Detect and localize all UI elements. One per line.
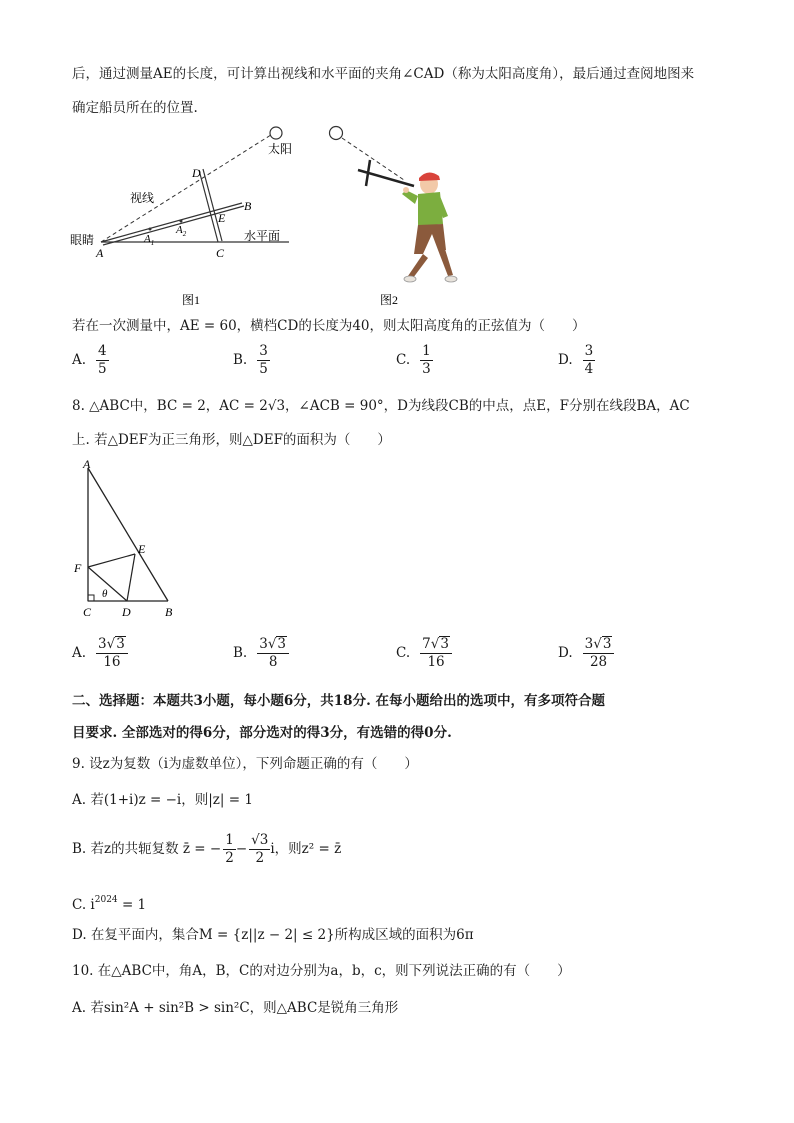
sight-label: 视线 — [130, 191, 155, 205]
q7-stem: 若在一次测量中，AE = 60，横档CD的长度为40，则太阳高度角的正弦值为（ ） — [72, 318, 586, 334]
q9-stem: 9. 设z为复数（i为虚数单位），下列命题正确的有（ ） — [72, 756, 418, 772]
q8-option-d: D. $\frac{3√3}{28}$ — [558, 636, 614, 671]
q8-label-E: E — [138, 542, 146, 556]
q7-option-a: A. $\frac{4}{5}$ — [72, 343, 107, 377]
label-D: D — [192, 166, 201, 180]
sun-circle — [270, 127, 282, 139]
sun-circle-2 — [330, 127, 343, 140]
q7-option-b: B. $\frac{3}{5}$ — [233, 343, 268, 377]
label-A2: $A_2$ — [176, 224, 187, 238]
q8-label-A: A — [83, 457, 91, 471]
label-E: E — [218, 211, 226, 225]
q10-stem: 10. 在△ABC中，角A，B，C的对边分别为a，b，c，则下列说法正确的有（ ） — [72, 963, 571, 979]
figure-1-caption: 图1 — [182, 293, 201, 307]
q8-option-a: A. $\frac{3√3}{16}$ — [72, 636, 128, 671]
q8-line-1: 8. △ABC中，BC = 2，AC = 2√3，∠ACB = 90°，D为线段CB的中点，点E，F分别在线段BA，AC — [72, 398, 690, 414]
q8-option-b: B. $\frac{3√3}{8}$ — [233, 636, 289, 671]
label-C: C — [216, 246, 225, 260]
label-A: A — [96, 246, 104, 260]
q9-option-b: B. 若z的共轭复数 z̄ = − $\frac{1}{2}$ − $\frac{√3}{2}$ i，则z² = z̄ — [72, 832, 342, 866]
q9-option-d: D. 在复平面内，集合M = {z||z − 2| ≤ 2}所构成区域的面积为6π — [72, 927, 474, 943]
q8-label-B: B — [165, 605, 173, 619]
section-2-header-line-2: 目要求. 全部选对的得6分，部分选对的得3分，有选错的得0分. — [72, 725, 452, 741]
q9-option-c: C. $i^{2024} = 1$ — [72, 895, 147, 913]
q9-option-a: A. 若(1+i)z = −i，则|z| = 1 — [72, 792, 253, 808]
figure-2-caption: 图2 — [380, 293, 399, 307]
label-B: B — [244, 199, 252, 213]
q8-line-2: 上. 若△DEF为正三角形，则△DEF的面积为（ ） — [72, 432, 391, 448]
figure-q8-triangle — [68, 456, 188, 624]
intro-line-2: 确定船员所在的位置. — [72, 100, 198, 116]
section-2-header-line-1: 二、选择题：本题共3小题，每小题6分，共18分. 在每小题给出的选项中，有多项符合题 — [72, 693, 605, 709]
intro-line-1: 后，通过测量AE的长度，可计算出视线和水平面的夹角∠CAD（称为太阳高度角），最后通过查阅地图来 — [72, 66, 695, 82]
q8-label-F: F — [74, 561, 82, 575]
figure-1-measurement-diagram — [64, 120, 304, 310]
eye-label: 眼睛 — [70, 233, 95, 247]
q8-option-c: C. $\frac{7√3}{16}$ — [396, 636, 452, 671]
q8-label-C: C — [83, 605, 92, 619]
q7-option-d: D. $\frac{3}{4}$ — [558, 343, 594, 377]
horizon-label: 水平面 — [244, 229, 281, 243]
q10-option-a: A. 若sin²A + sin²B > sin²C，则△ABC是锐角三角形 — [72, 1000, 399, 1016]
figure-2-person-illustration — [322, 120, 462, 310]
q8-label-D: D — [122, 605, 131, 619]
label-A1: $A_1$ — [144, 233, 155, 247]
q8-label-theta: θ — [102, 588, 108, 600]
sun-label: 太阳 — [268, 142, 293, 156]
q7-option-c: C. $\frac{1}{3}$ — [396, 343, 431, 377]
